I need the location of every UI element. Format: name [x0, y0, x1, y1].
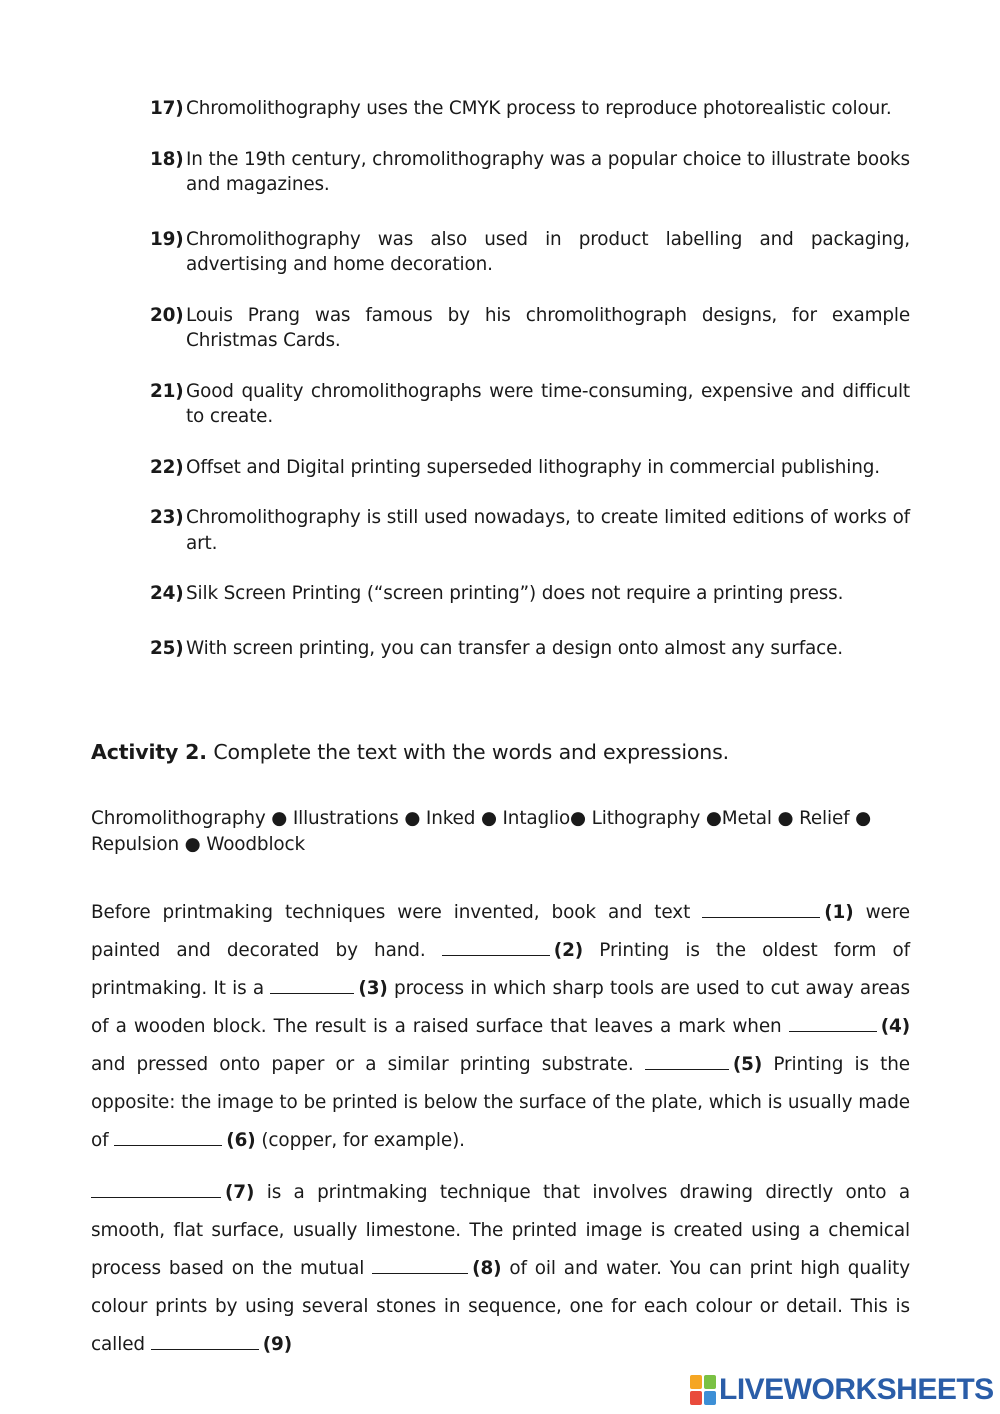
- logo-square: [690, 1375, 702, 1389]
- statement-item: [150, 505, 910, 556]
- statement-number: 23): [150, 507, 184, 528]
- answer-blank-1[interactable]: [702, 900, 820, 918]
- statement-text: In the 19th century, chromolithography was a popular choice to illustrate books and magazines.: [186, 148, 910, 195]
- blank-number: (4): [880, 1016, 910, 1037]
- statement-item: [150, 227, 910, 278]
- paragraph-text: were painted and decorated by hand.: [91, 902, 910, 961]
- blank-number: (9): [262, 1334, 293, 1355]
- statement-number: 20): [150, 304, 184, 326]
- blank-number: (5): [732, 1054, 763, 1075]
- paragraph-text: of oil and water. You can print high quality colour prints by using several stones in sequence, one for each colour or detail. This is called: [91, 1258, 911, 1355]
- answer-blank-6[interactable]: [114, 1128, 222, 1146]
- answer-blank-4[interactable]: [789, 1014, 877, 1032]
- statement-number: 22): [150, 456, 184, 478]
- statement-text: Silk Screen Printing (“screen printing”) does not require a printing press.: [186, 583, 844, 604]
- statement-number: 24): [150, 583, 184, 604]
- paragraph-text: Printing is the oldest form of printmaking. It is a: [91, 940, 910, 999]
- activity-heading: [91, 738, 729, 766]
- logo-square: [704, 1375, 716, 1389]
- statement-text: Offset and Digital printing superseded lithography in commercial publishing.: [186, 456, 880, 478]
- statement-item: [150, 147, 910, 198]
- statement-text: Chromolithography is still used nowadays, to create limited editions of works of art.: [186, 507, 910, 554]
- statement-number: 21): [150, 380, 184, 402]
- logo-text: LIVEWORKSHEETS: [719, 1373, 994, 1406]
- paragraph-text: process in which sharp tools are used to cut away areas of a wooden block. The result is a raised surface that leaves a mark when: [91, 978, 911, 1037]
- statement-item: [150, 581, 910, 607]
- statement-item: [150, 303, 910, 354]
- answer-blank-8[interactable]: [372, 1256, 468, 1274]
- logo-square: [704, 1391, 716, 1405]
- paragraph-text: Printing is the opposite: the image to be printed is below the surface of the plate, which is usually made of: [91, 1054, 910, 1151]
- paragraph-2: [91, 1174, 910, 1364]
- statement-number: 18): [150, 148, 184, 170]
- statement-text: Chromolithography was also used in product labelling and packaging, advertising and home decoration.: [186, 228, 910, 275]
- paragraph-text: Before printmaking techniques were invented, book and text: [91, 902, 691, 923]
- blank-number: (2): [553, 940, 584, 961]
- statement-text: Chromolithography uses the CMYK process to reproduce photorealistic colour.: [186, 98, 892, 119]
- activity-instruction: Complete the text with the words and expressions.: [213, 740, 730, 764]
- activity-label: Activity 2.: [91, 740, 207, 764]
- answer-blank-3[interactable]: [270, 976, 354, 994]
- blank-number: (3): [358, 978, 388, 999]
- statement-list: [150, 96, 910, 661]
- blank-number: (7): [225, 1182, 255, 1203]
- paragraph-text: is a printmaking technique that involves drawing directly onto a smooth, flat surface, usually limestone. The printed image is created using a chemical process based on the mutual: [91, 1182, 910, 1279]
- answer-blank-7[interactable]: [91, 1180, 221, 1198]
- statement-item: [150, 96, 910, 122]
- statement-number: 25): [150, 637, 184, 659]
- statement-item: [150, 636, 910, 662]
- answer-blank-9[interactable]: [151, 1332, 259, 1350]
- paragraph-text: and pressed onto paper or a similar printing substrate.: [91, 1054, 634, 1075]
- blank-number: (8): [472, 1258, 502, 1279]
- statement-number: 17): [150, 98, 184, 119]
- answer-blank-5[interactable]: [645, 1052, 729, 1070]
- answer-blank-2[interactable]: [442, 938, 550, 956]
- word-bank: Chromolithography ● Illustrations ● Inked ● Intaglio● Lithography ●Metal ● Relief ● Repulsion ● Woodblock: [91, 808, 872, 855]
- statement-item: [150, 455, 910, 481]
- logo-mark-icon: [690, 1375, 716, 1405]
- statement-text: Louis Prang was famous by his chromolithograph designs, for example Christmas Cards.: [186, 304, 910, 351]
- blank-number: (1): [824, 902, 854, 923]
- statement-text: Good quality chromolithographs were time-consuming, expensive and difficult to create.: [186, 380, 910, 427]
- liveworksheets-logo: [690, 1371, 994, 1409]
- statement-number: 19): [150, 228, 184, 250]
- blank-number: (6): [226, 1130, 256, 1151]
- paragraph-1: [91, 894, 910, 1160]
- statement-item: [150, 379, 910, 430]
- paragraph-text: (copper, for example).: [261, 1130, 465, 1151]
- logo-square: [690, 1391, 702, 1405]
- statement-text: With screen printing, you can transfer a design onto almost any surface.: [186, 637, 843, 659]
